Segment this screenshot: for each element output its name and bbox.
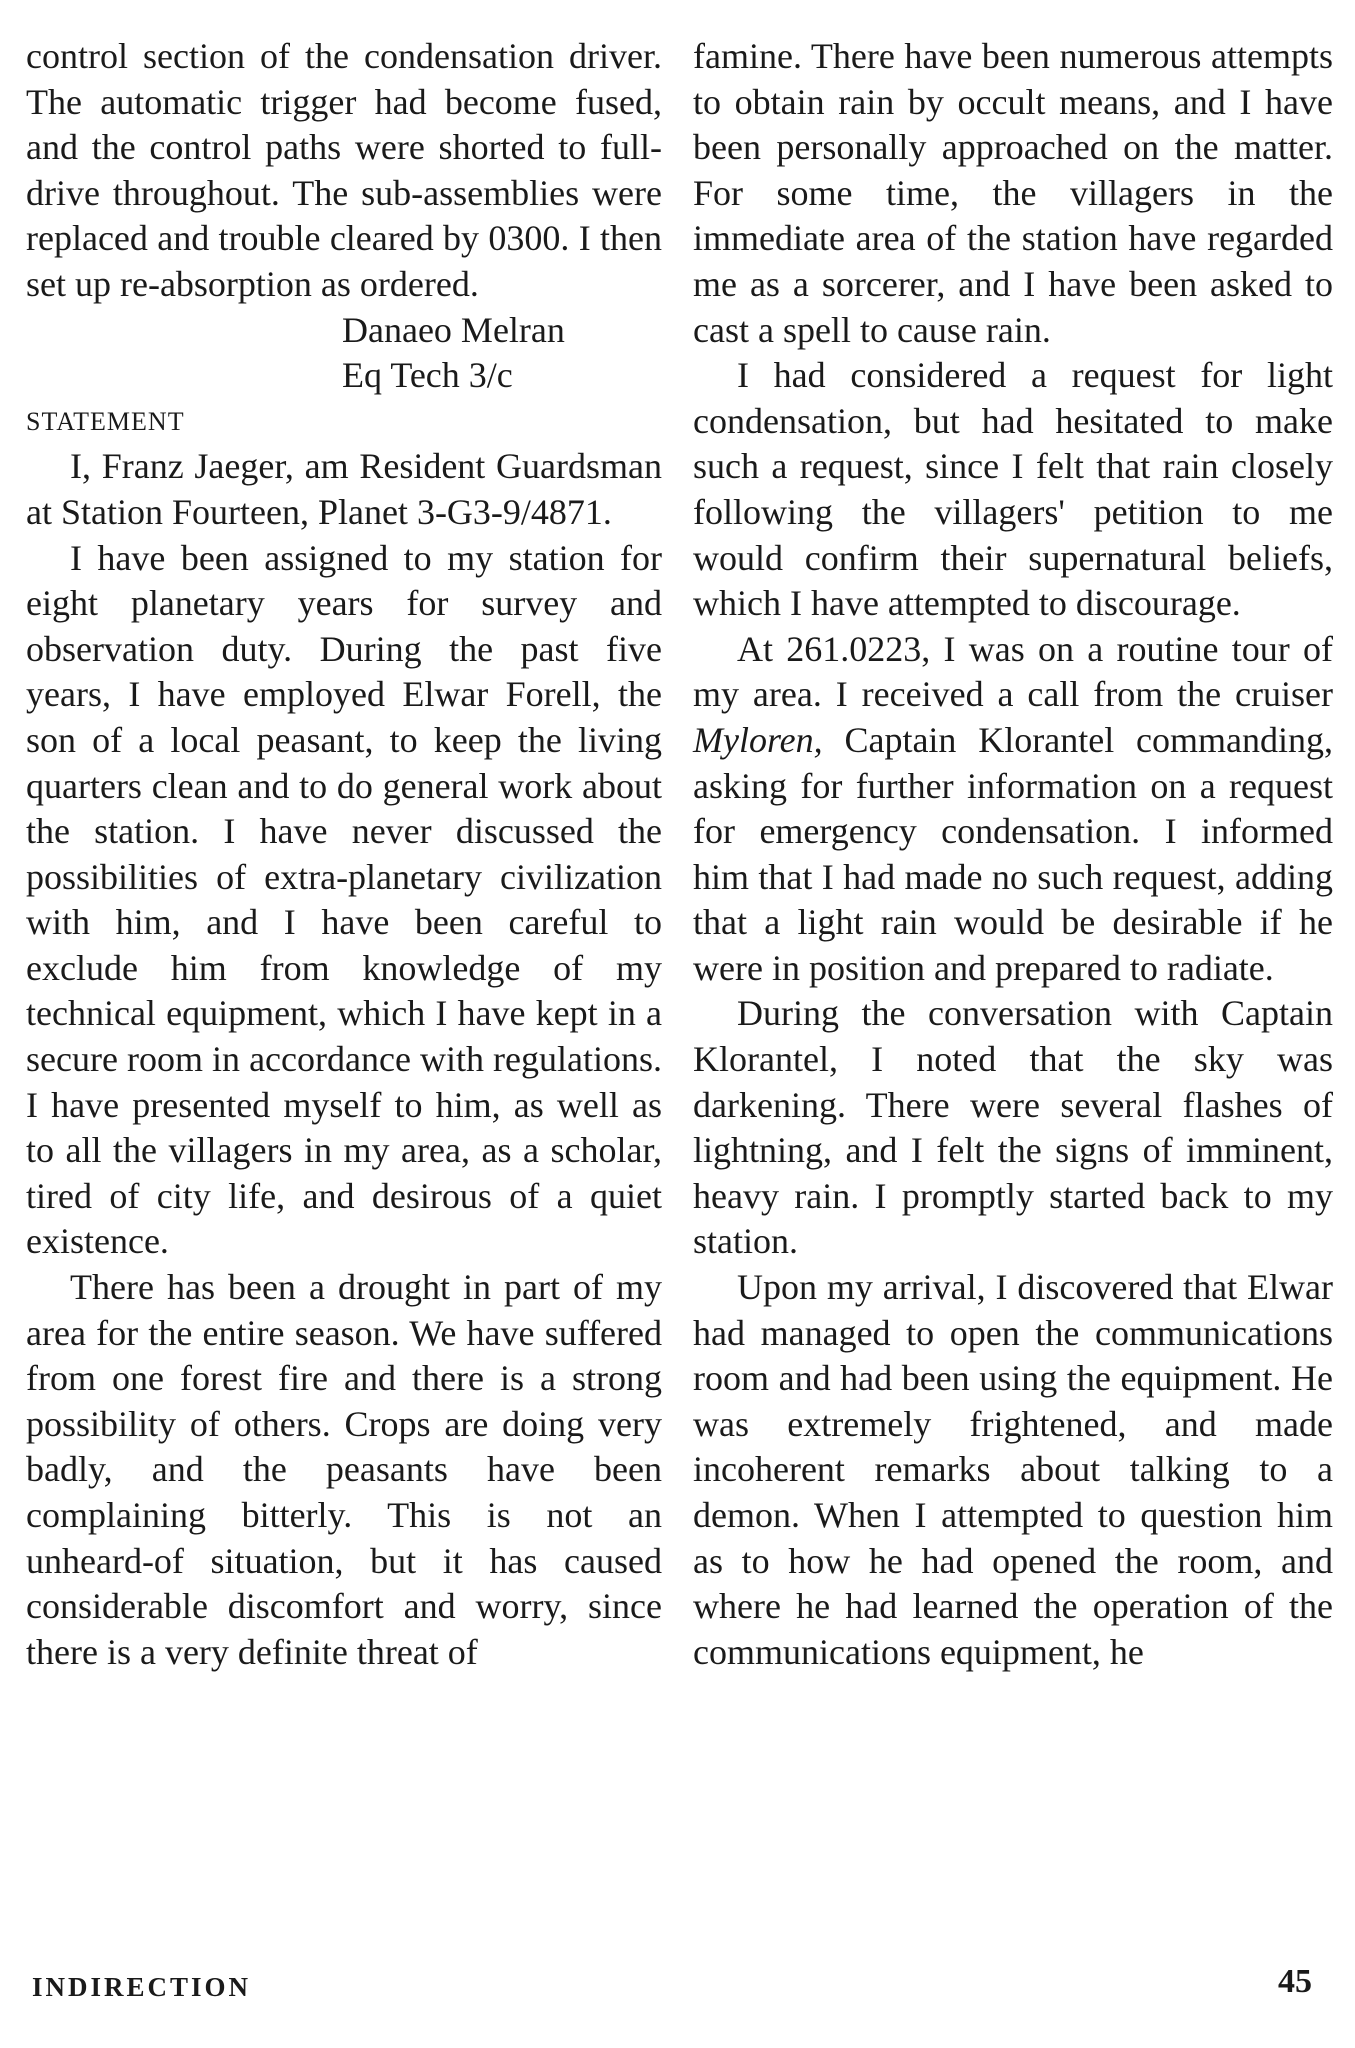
tour-text-start: At 261.0223, I was on a routine tour of my area. I received a call from the cruiser xyxy=(693,628,1333,715)
paragraph-routine-tour xyxy=(693,627,1333,992)
paragraph-report-end: control section of the condensation driver. The automatic trigger had become fused, and the control paths were shorted to full-drive throughout. The sub-assemblies were replaced and trouble cleared by 0300. I then set up re-absorption as ordered. xyxy=(26,36,662,304)
right-column xyxy=(693,34,1333,1675)
left-column xyxy=(26,34,662,1675)
paragraph-arrival: Upon my arrival, I discovered that Elwar had managed to open the communications room and had been using the equipment. He was extremely frightened, and made incoherent remarks about talking to a demon. When I attempted to question him as to how he had opened the room, and where he had learned the operation of the communications equipment, he xyxy=(693,1267,1333,1672)
paragraph-condensation: I had considered a request for light condensation, but had hesitated to make such a request, since I felt that rain closely following the villagers' petition to me would confirm their supernatural beliefs, which I have attempted to discourage. xyxy=(693,355,1333,624)
ship-name: Myloren, xyxy=(693,719,823,760)
running-title: INDIRECTION xyxy=(32,1972,252,2002)
page-number: 45 xyxy=(1278,1963,1312,2000)
signature-name: Danaeo Melran xyxy=(342,309,565,350)
paragraph-famine: famine. There have been numerous attempts to obtain rain by occult means, and I have been personally approached on the matter. For some time, the villagers in the immediate area of the station have regarded me as a sorcerer, and I have been asked to cast a spell to cause rain. xyxy=(693,36,1333,350)
paragraph-conversation: During the conversation with Captain Klorantel, I noted that the sky was darkening. There were several flashes of lightning, and I felt the signs of imminent, heavy rain. I promptly started back to my station. xyxy=(693,993,1333,1262)
paragraph-identity: I, Franz Jaeger, am Resident Guardsman at Station Fourteen, Planet 3-G3-9/4871. xyxy=(26,446,662,532)
paragraph-assignment: I have been assigned to my station for eight planetary years for survey and observation duty. During the past five years, I have employed Elwar Forell, the son of a local peasant, to keep the living quarters clean and to do general work about the station. I have never discussed the possibilities of extra-planetary civilization with him, and I have been careful to exclude him from knowledge of my technical equipment, which I have kept in a secure room in accordance with regulations. I have presented myself to him, as well as to all the villagers in my area, as a scholar, tired of city life, and desirous of a quiet existence. xyxy=(26,537,662,1262)
paragraph-drought: There has been a drought in part of my area for the entire season. We have suffered from one forest fire and there is a strong possibility of others. Crops are doing very badly, and the peasants have been complaining bitterly. This is not an unheard-of situation, but it has caused considerable discomfort and worry, since there is a very definite threat of xyxy=(26,1267,662,1672)
tour-text-end: Captain Klorantel commanding, asking for further information on a request for emergency condensation. I informed him that I had made no such request, adding that a light rain would be desirable if he were in position and prepared to radiate. xyxy=(693,719,1333,988)
statement-heading: STATEMENT xyxy=(26,406,185,436)
signature-title: Eq Tech 3/c xyxy=(342,355,513,396)
